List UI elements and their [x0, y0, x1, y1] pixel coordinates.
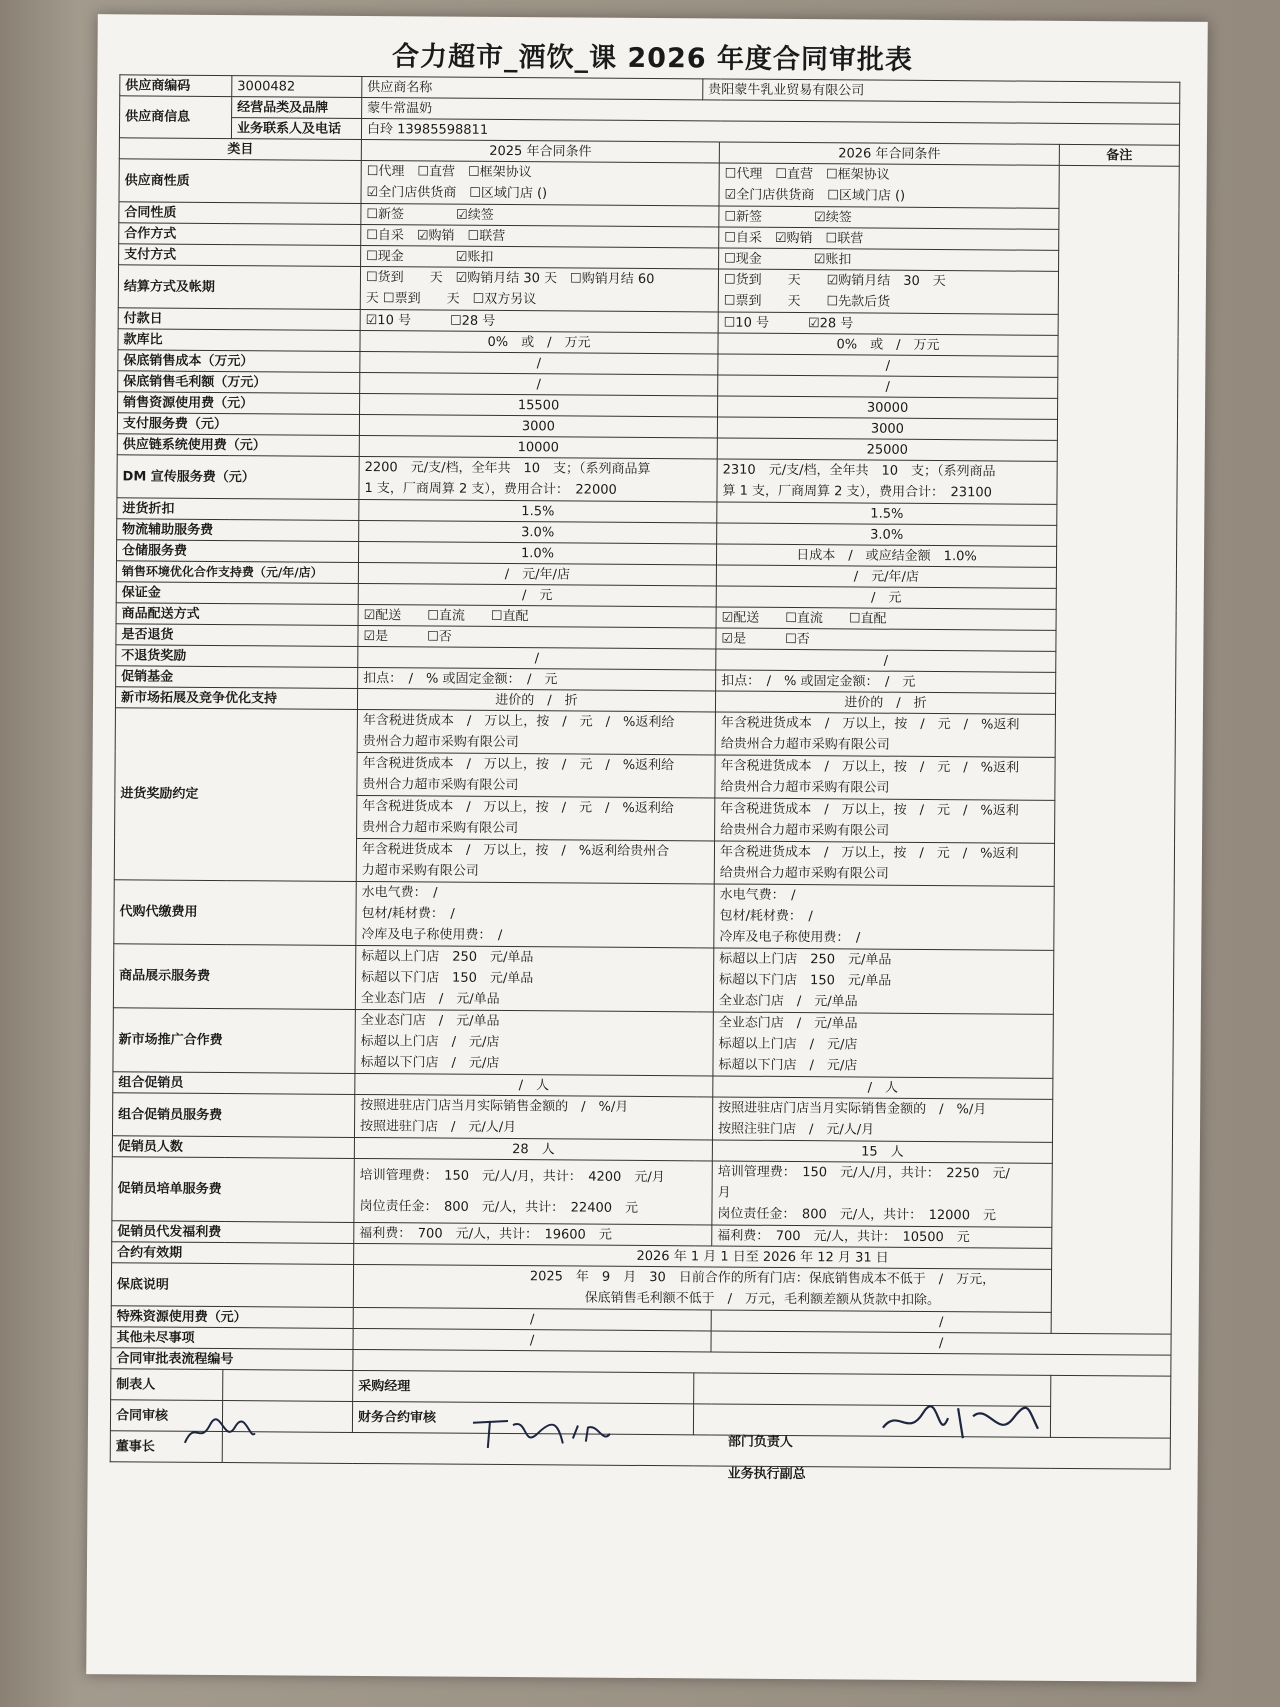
new-market-2026: 进价的 / 折	[715, 691, 1055, 714]
coop-label: 合作方式	[119, 223, 361, 246]
nature-2026: ☐代理 ☐直营 ☐框架协议 ☑全门店供货商 ☐区域门店 ()	[719, 163, 1059, 208]
contact-label: 业务联系人及电话	[231, 118, 361, 140]
pay-label: 支付方式	[119, 244, 361, 267]
rebate-2026-4: 年含税进货成本 / 万以上，按 / 元 / %返利 给贵州合力超市采购有限公司	[714, 841, 1054, 886]
env-2025: / 元/年/店	[358, 562, 716, 585]
col-2025-header: 2025 年合同条件	[361, 139, 719, 162]
payday-2025: ☑10 号 ☐28 号	[360, 309, 718, 332]
min-margin-2026: /	[718, 375, 1058, 398]
new-market-2025: 进价的 / 折	[357, 688, 715, 711]
return-label: 是否退货	[116, 624, 358, 647]
training-label: 促销员培单服务费	[112, 1157, 354, 1223]
return-2025: ☑是 ☐否	[358, 625, 716, 648]
min-cost-label: 保底销售成本（万元）	[118, 350, 360, 373]
training-2025: 培训管理费： 150 元/人/月，共计： 4200 元/月 岗位责任金： 800 元/人，共计： 22400 元	[354, 1158, 712, 1224]
nature-label: 供应商性质	[119, 159, 361, 204]
staff-count-label: 促销员人数	[112, 1136, 354, 1159]
dm-label: DM 宣传服务费（元）	[117, 455, 359, 500]
note-column	[1051, 165, 1179, 1334]
chairman-label: 董事长	[110, 1431, 222, 1463]
display-2026: 标超以上门店 250 元/单品 标超以下门店 150 元/单品 全业态门店 / 元/单品	[713, 948, 1053, 1014]
flow-no-label: 合同审批表流程编号	[111, 1348, 353, 1371]
coop-2026: ☐自采 ☑购销 ☐联营	[719, 227, 1059, 250]
promo-fund-2026: 扣点： / % 或固定金额： / 元	[716, 670, 1056, 693]
combo-staff-2026: / 人	[713, 1076, 1053, 1099]
promo-fund-label: 促销基金	[116, 666, 358, 689]
min-margin-2025: /	[360, 372, 718, 395]
staff-count-2026: 15 人	[712, 1140, 1052, 1163]
rebate-2026-2: 年含税进货成本 / 万以上，按 / 元 / %返利 给贵州合力超市采购有限公司	[715, 755, 1055, 800]
no-return-2025: /	[358, 646, 716, 669]
stock-ratio-label: 款库比	[118, 329, 360, 352]
stock-ratio-2025: 0% 或 / 万元	[360, 330, 718, 353]
col-2026-header: 2026 年合同条件	[719, 142, 1059, 165]
resource-fee-label: 销售资源使用费（元）	[118, 392, 360, 415]
dm-2026: 2310 元/支/档，全年共 10 支；（系列商品 算 1 支，厂商周算 2 支），费用合计： 23100	[717, 459, 1057, 504]
settle-2025: ☐货到 天 ☑购销月结 30 天 ☐购销月结 60 天 ☐票到 天 ☐双方另议	[360, 266, 718, 311]
supplier-code: 3000482	[232, 76, 362, 98]
contract-nature-2026: ☐新签 ☑续签	[719, 206, 1059, 229]
no-return-2026: /	[716, 649, 1056, 672]
pay-2026: ☐现金 ☑账扣	[719, 248, 1059, 271]
deposit-2026: / 元	[716, 586, 1056, 609]
brand-value: 蒙牛常温奶	[362, 97, 1180, 124]
contract-nature-label: 合同性质	[119, 202, 361, 225]
special-label: 特殊资源使用费（元）	[111, 1306, 353, 1329]
maker-label: 制表人	[111, 1369, 223, 1401]
display-label: 商品展示服务费	[113, 944, 355, 1010]
env-2026: / 元/年/店	[716, 565, 1056, 588]
finance-label: 财务合约审核	[352, 1401, 693, 1434]
dept-head-label: 部门负责人	[727, 1434, 793, 1451]
min-cost-2026: /	[718, 354, 1058, 377]
staff-count-2025: 28 人	[354, 1137, 712, 1160]
storage-2026: 日成本 / 或应结金额 1.0%	[716, 544, 1056, 567]
guarantee-label: 保底说明	[111, 1263, 353, 1308]
settle-2026: ☐货到 天 ☑购销月结 30 天 ☐票到 天 ☐先款后货	[718, 269, 1058, 314]
welfare-label: 促销员代发福利费	[112, 1221, 354, 1244]
brand-label: 经营品类及品牌	[232, 97, 362, 119]
delivery-2025: ☑配送 ☐直流 ☐直配	[358, 604, 716, 627]
supplier-name-label: 供应商名称	[362, 76, 703, 99]
form-title: 合力超市_酒饮_课 2026 年度合同审批表	[391, 41, 914, 76]
service-fee-2025: 3000	[359, 414, 717, 437]
stock-ratio-2026: 0% 或 / 万元	[718, 333, 1058, 356]
coop-2025: ☐自采 ☑购销 ☐联营	[361, 224, 719, 247]
logistics-2026: 3.0%	[717, 523, 1057, 546]
supply-fee-2025: 10000	[359, 435, 717, 458]
promo-fund-2025: 扣点： / % 或固定金额： / 元	[358, 667, 716, 690]
min-margin-label: 保底销售毛利额（万元）	[118, 371, 360, 394]
maker-signature-cell	[223, 1370, 353, 1402]
category-header: 类目	[119, 138, 361, 161]
resource-fee-2025: 15500	[360, 393, 718, 416]
nature-2025: ☐代理 ☐直营 ☐框架协议 ☑全门店供货商 ☐区域门店 ()	[361, 160, 719, 205]
delivery-label: 商品配送方式	[116, 603, 358, 626]
combo-staff-label: 组合促销员	[113, 1072, 355, 1095]
promo-coop-2026: 全业态门店 / 元/单品 标超以上门店 / 元/店 标超以下门店 / 元/店	[713, 1012, 1053, 1078]
supply-fee-label: 供应链系统使用费（元）	[117, 434, 359, 457]
pay-2025: ☐现金 ☑账扣	[361, 245, 719, 268]
agency-2026: 水电气费： / 包材/耗材费： / 冷库及电子称使用费： /	[714, 884, 1054, 950]
logistics-label: 物流辅助服务费	[117, 519, 359, 542]
special-2025: /	[353, 1307, 711, 1330]
discount-2025: 1.5%	[359, 499, 717, 522]
resource-fee-2026: 30000	[718, 396, 1058, 419]
rebate-2025-2: 年含税进货成本 / 万以上，按 / 元 / %返利给 贵州合力超市采购有限公司	[357, 752, 715, 797]
display-2025: 标超以上门店 250 元/单品 标超以下门店 150 元/单品 全业态门店 / 元/单品	[355, 945, 713, 1011]
discount-label: 进货折扣	[117, 498, 359, 521]
vp-label: 业务执行副总	[727, 1466, 806, 1483]
promo-coop-2025: 全业态门店 / 元/单品 标超以上门店 / 元/店 标超以下门店 / 元/店	[355, 1009, 713, 1075]
new-market-label: 新市场拓展及竞争优化支持	[115, 687, 357, 710]
other-2026: /	[711, 1331, 1171, 1355]
supply-fee-2026: 25000	[717, 438, 1057, 461]
buyer-mgr-label: 采购经理	[353, 1370, 694, 1403]
approval-form-paper	[86, 14, 1208, 1682]
combo-fee-label: 组合促销员服务费	[112, 1093, 354, 1138]
supplier-code-label: 供应商编码	[120, 75, 232, 97]
storage-label: 仓储服务费	[116, 540, 358, 563]
rebate-2025-3: 年含税进货成本 / 万以上，按 / 元 / %返利给 贵州合力超市采购有限公司	[357, 795, 715, 840]
return-2026: ☑是 ☐否	[716, 628, 1056, 651]
deposit-2025: / 元	[358, 583, 716, 606]
service-fee-label: 支付服务费（元）	[117, 413, 359, 436]
rebate-2026-1: 年含税进货成本 / 万以上，按 / 元 / %返利 给贵州合力超市采购有限公司	[715, 712, 1055, 757]
agency-label: 代购代缴费用	[114, 880, 356, 946]
maker-handwritten-signature	[180, 1415, 260, 1452]
payday-2026: ☐10 号 ☑28 号	[718, 312, 1058, 335]
rebate-2025-4: 年含税进货成本 / 万以上，按 / %返利给贵州合 力超市采购有限公司	[356, 838, 714, 883]
settle-label: 结算方式及帐期	[118, 265, 360, 310]
dept-head-handwritten-signature	[878, 1398, 1048, 1449]
welfare-2026: 福利费： 700 元/人，共计： 10500 元	[712, 1225, 1052, 1248]
other-2025: /	[353, 1328, 711, 1351]
contact-value: 白玲 13985598811	[361, 118, 1179, 145]
no-return-label: 不退货奖励	[116, 645, 358, 668]
other-label: 其他未尽事项	[111, 1327, 353, 1350]
agency-2025: 水电气费： / 包材/耗材费： / 冷库及电子称使用费： /	[356, 881, 714, 947]
supplier-info-label: 供应商信息	[119, 96, 231, 139]
combo-staff-2025: / 人	[355, 1073, 713, 1096]
payday-label: 付款日	[118, 308, 360, 331]
rebate-2025-1: 年含税进货成本 / 万以上，按 / 元 / %返利给 贵州合力超市采购有限公司	[357, 709, 715, 754]
rebate-2026-3: 年含税进货成本 / 万以上，按 / 元 / %返利 给贵州合力超市采购有限公司	[715, 798, 1055, 843]
service-fee-2026: 3000	[717, 417, 1057, 440]
rebate-label: 进货奖励约定	[114, 708, 357, 882]
discount-2026: 1.5%	[717, 502, 1057, 525]
audit-label: 合同审核	[110, 1400, 222, 1432]
combo-fee-2025: 按照进驻店门店当月实际销售金额的 / %/月 按照进驻门店 / 元/人/月	[354, 1094, 712, 1139]
logistics-2025: 3.0%	[359, 520, 717, 543]
approval-table	[110, 74, 1181, 1469]
storage-2025: 1.0%	[358, 541, 716, 564]
note-header: 备注	[1059, 144, 1179, 166]
promo-coop-label: 新市场推广合作费	[113, 1008, 355, 1074]
supplier-name: 贵阳蒙牛乳业贸易有限公司	[703, 79, 1180, 103]
validity-label: 合约有效期	[112, 1242, 354, 1265]
validity-value: 2026 年 1 月 1 日至 2026 年 12 月 31 日	[354, 1243, 1172, 1270]
min-cost-2025: /	[360, 351, 718, 374]
dept-head-signature-cell	[1050, 1375, 1170, 1438]
buyer-mgr-handwritten-signature	[468, 1413, 618, 1454]
deposit-label: 保证金	[116, 582, 358, 605]
env-label: 销售环境优化合作支持费（元/年/店）	[116, 561, 358, 584]
welfare-2025: 福利费： 700 元/人，共计： 19600 元	[354, 1222, 712, 1245]
contract-nature-2025: ☐新签 ☑续签	[361, 203, 719, 226]
guarantee-value: 2025 年 9 月 30 日前合作的所有门店：保底销售成本不低于 / 万元， 保底销售毛利额不低于 / 万元，毛利额差额从货款中扣除。	[353, 1264, 1171, 1313]
training-2026: 培训管理费： 150 元/人/月，共计： 2250 元/ 月 岗位责任金： 800 元/人，共计： 12000 元	[712, 1161, 1052, 1227]
dm-2025: 2200 元/支/档，全年共 10 支；（系列商品算 1 支，厂商周算 2 支），费用合计： 22000	[359, 456, 717, 501]
delivery-2026: ☑配送 ☐直流 ☐直配	[716, 607, 1056, 630]
special-2026: /	[711, 1310, 1171, 1334]
combo-fee-2026: 按照进驻店门店当月实际销售金额的 / %/月 按照注驻门店 / 元/人/月	[712, 1097, 1052, 1142]
